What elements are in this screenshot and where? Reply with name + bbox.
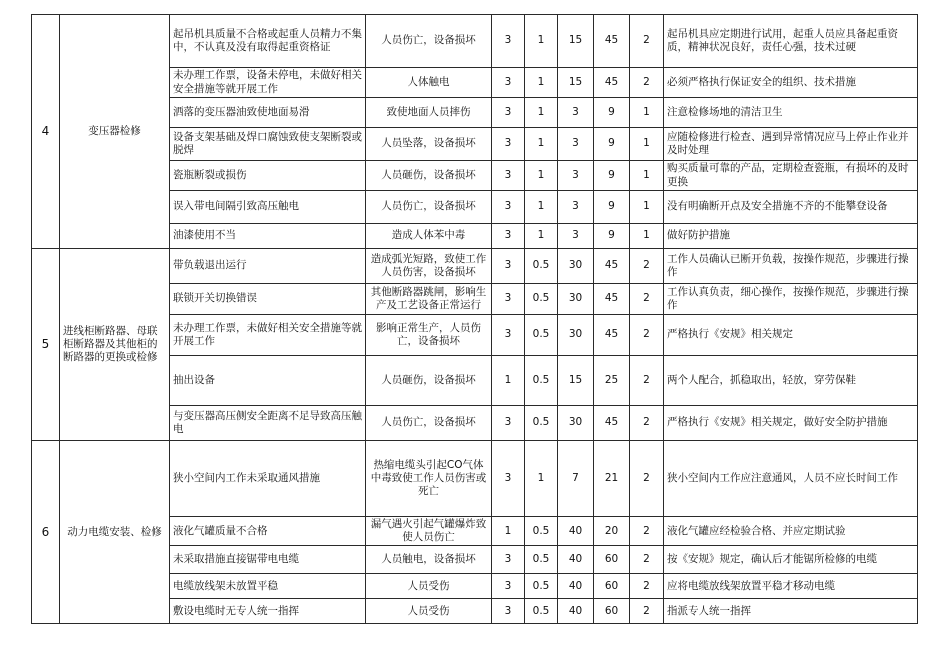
exposure-value: 0.5 xyxy=(525,284,558,315)
consequence-cell: 人员伤亡，设备损坏 xyxy=(366,15,492,68)
risk-level: 1 xyxy=(630,161,664,191)
control-measure-cell: 两个人配合，抓稳取出，轻放，穿劳保鞋 xyxy=(664,356,918,406)
consequence-cell: 造成人体苯中毒 xyxy=(366,224,492,249)
hazard-cell: 油漆使用不当 xyxy=(170,224,366,249)
table-body xyxy=(32,15,918,624)
consequence-score: 3 xyxy=(558,98,594,128)
likelihood-value: 3 xyxy=(492,224,525,249)
consequence-cell: 人员受伤 xyxy=(366,574,492,599)
control-measure-cell: 购买质量可靠的产品，定期检查瓷瓶，有损坏的及时更换 xyxy=(664,161,918,191)
control-measure-cell: 应随检修进行检查、遇到异常情况应马上停止作业并及时处理 xyxy=(664,128,918,161)
risk-score: 60 xyxy=(594,546,630,574)
hazard-cell: 设备支架基础及焊口腐蚀致使支架断裂或脱焊 xyxy=(170,128,366,161)
consequence-cell: 影响正常生产，人员伤亡，设备损坏 xyxy=(366,315,492,356)
consequence-score: 40 xyxy=(558,574,594,599)
consequence-cell: 人员砸伤，设备损坏 xyxy=(366,356,492,406)
exposure-value: 0.5 xyxy=(525,546,558,574)
risk-score: 45 xyxy=(594,15,630,68)
consequence-cell: 造成弧光短路，致使工作人员伤害，设备损坏 xyxy=(366,249,492,284)
work-project: 动力电缆安装、检修 xyxy=(60,441,170,624)
exposure-value: 1 xyxy=(525,128,558,161)
risk-score: 45 xyxy=(594,315,630,356)
control-measure-cell: 按《安规》规定，确认后才能锯所检修的电缆 xyxy=(664,546,918,574)
control-measure-cell: 做好防护措施 xyxy=(664,224,918,249)
likelihood-value: 3 xyxy=(492,98,525,128)
risk-level: 2 xyxy=(630,517,664,546)
hazard-cell: 带负载退出运行 xyxy=(170,249,366,284)
risk-score: 9 xyxy=(594,224,630,249)
item-number: 6 xyxy=(32,441,60,624)
risk-level: 1 xyxy=(630,128,664,161)
consequence-score: 30 xyxy=(558,249,594,284)
exposure-value: 0.5 xyxy=(525,406,558,441)
exposure-value: 1 xyxy=(525,191,558,224)
risk-score: 60 xyxy=(594,574,630,599)
hazard-cell: 起吊机具质量不合格或起重人员精力不集中，不认真及没有取得起重资格证 xyxy=(170,15,366,68)
hazard-cell: 误入带电间隔引致高压触电 xyxy=(170,191,366,224)
consequence-score: 15 xyxy=(558,356,594,406)
control-measure-cell: 应将电缆放线架放置平稳才移动电缆 xyxy=(664,574,918,599)
item-number: 5 xyxy=(32,249,60,441)
likelihood-value: 3 xyxy=(492,441,525,517)
risk-level: 1 xyxy=(630,98,664,128)
consequence-score: 30 xyxy=(558,406,594,441)
likelihood-value: 3 xyxy=(492,546,525,574)
consequence-score: 15 xyxy=(558,68,594,98)
item-number: 4 xyxy=(32,15,60,249)
control-measure-cell: 工作认真负责，细心操作，按操作规范，步骤进行操作 xyxy=(664,284,918,315)
consequence-cell: 其他断路器跳闸，影响生产及工艺设备正常运行 xyxy=(366,284,492,315)
consequence-score: 30 xyxy=(558,284,594,315)
exposure-value: 1 xyxy=(525,15,558,68)
consequence-score: 3 xyxy=(558,191,594,224)
risk-score: 9 xyxy=(594,98,630,128)
risk-score: 21 xyxy=(594,441,630,517)
consequence-cell: 热缩电缆头引起CO气体中毒致使工作人员伤害或死亡 xyxy=(366,441,492,517)
likelihood-value: 1 xyxy=(492,356,525,406)
risk-level: 2 xyxy=(630,441,664,517)
risk-score: 9 xyxy=(594,128,630,161)
consequence-score: 30 xyxy=(558,315,594,356)
control-measure-cell: 严格执行《安规》相关规定 xyxy=(664,315,918,356)
consequence-cell: 致使地面人员摔伤 xyxy=(366,98,492,128)
likelihood-value: 3 xyxy=(492,599,525,624)
risk-level: 2 xyxy=(630,574,664,599)
risk-score: 9 xyxy=(594,191,630,224)
risk-level: 2 xyxy=(630,68,664,98)
hazard-cell: 未采取措施直接锯带电电缆 xyxy=(170,546,366,574)
control-measure-cell: 指派专人统一指挥 xyxy=(664,599,918,624)
work-project: 变压器检修 xyxy=(60,15,170,249)
risk-level: 2 xyxy=(630,249,664,284)
risk-level: 2 xyxy=(630,356,664,406)
exposure-value: 0.5 xyxy=(525,315,558,356)
consequence-score: 40 xyxy=(558,546,594,574)
consequence-score: 40 xyxy=(558,599,594,624)
hazard-cell: 与变压器高压侧安全距离不足导致高压触电 xyxy=(170,406,366,441)
risk-level: 2 xyxy=(630,15,664,68)
control-measure-cell: 严格执行《安规》相关规定，做好安全防护措施 xyxy=(664,406,918,441)
control-measure-cell: 狭小空间内工作应注意通风，人员不应长时间工作 xyxy=(664,441,918,517)
risk-score: 20 xyxy=(594,517,630,546)
risk-score: 9 xyxy=(594,161,630,191)
consequence-cell: 人员坠落，设备损坏 xyxy=(366,128,492,161)
consequence-score: 7 xyxy=(558,441,594,517)
hazard-cell: 联锁开关切换错误 xyxy=(170,284,366,315)
consequence-cell: 人员触电，设备损坏 xyxy=(366,546,492,574)
likelihood-value: 3 xyxy=(492,249,525,284)
hazard-cell: 未办理工作票，设备未停电，未做好相关安全措施等就开展工作 xyxy=(170,68,366,98)
control-measure-cell: 注意检修场地的清洁卫生 xyxy=(664,98,918,128)
risk-level: 2 xyxy=(630,406,664,441)
likelihood-value: 3 xyxy=(492,406,525,441)
risk-score: 25 xyxy=(594,356,630,406)
risk-score: 60 xyxy=(594,599,630,624)
likelihood-value: 3 xyxy=(492,128,525,161)
exposure-value: 0.5 xyxy=(525,517,558,546)
table-row xyxy=(32,441,918,517)
likelihood-value: 3 xyxy=(492,68,525,98)
risk-level: 2 xyxy=(630,284,664,315)
hazard-cell: 液化气罐质量不合格 xyxy=(170,517,366,546)
control-measure-cell: 工作人员确认已断开负载，按操作规范，步骤进行操作 xyxy=(664,249,918,284)
table-row xyxy=(32,15,918,68)
risk-score: 45 xyxy=(594,284,630,315)
control-measure-cell: 必须严格执行保证安全的组织、技术措施 xyxy=(664,68,918,98)
likelihood-value: 3 xyxy=(492,315,525,356)
risk-score: 45 xyxy=(594,68,630,98)
exposure-value: 1 xyxy=(525,98,558,128)
consequence-cell: 人员受伤 xyxy=(366,599,492,624)
consequence-score: 3 xyxy=(558,128,594,161)
consequence-score: 40 xyxy=(558,517,594,546)
likelihood-value: 1 xyxy=(492,517,525,546)
hazard-cell: 洒落的变压器油致使地面易滑 xyxy=(170,98,366,128)
consequence-cell: 人员伤亡，设备损坏 xyxy=(366,406,492,441)
consequence-cell: 人员伤亡，设备损坏 xyxy=(366,191,492,224)
exposure-value: 1 xyxy=(525,161,558,191)
hazard-cell: 敷设电缆时无专人统一指挥 xyxy=(170,599,366,624)
hazard-cell: 未办理工作票，未做好相关安全措施等就开展工作 xyxy=(170,315,366,356)
hazard-cell: 瓷瓶断裂或损伤 xyxy=(170,161,366,191)
hazard-cell: 狭小空间内工作未采取通风措施 xyxy=(170,441,366,517)
exposure-value: 1 xyxy=(525,441,558,517)
exposure-value: 1 xyxy=(525,224,558,249)
consequence-cell: 人员砸伤，设备损坏 xyxy=(366,161,492,191)
likelihood-value: 3 xyxy=(492,191,525,224)
consequence-cell: 人体触电 xyxy=(366,68,492,98)
exposure-value: 1 xyxy=(525,68,558,98)
exposure-value: 0.5 xyxy=(525,356,558,406)
hazard-cell: 抽出设备 xyxy=(170,356,366,406)
control-measure-cell: 液化气罐应经检验合格、并应定期试验 xyxy=(664,517,918,546)
risk-level: 2 xyxy=(630,546,664,574)
risk-level: 1 xyxy=(630,224,664,249)
exposure-value: 0.5 xyxy=(525,574,558,599)
consequence-score: 3 xyxy=(558,161,594,191)
exposure-value: 0.5 xyxy=(525,249,558,284)
risk-score: 45 xyxy=(594,406,630,441)
control-measure-cell: 没有明确断开点及安全措施不齐的不能攀登设备 xyxy=(664,191,918,224)
consequence-score: 3 xyxy=(558,224,594,249)
likelihood-value: 3 xyxy=(492,15,525,68)
risk-assessment-table xyxy=(31,14,918,624)
likelihood-value: 3 xyxy=(492,284,525,315)
likelihood-value: 3 xyxy=(492,161,525,191)
risk-level: 2 xyxy=(630,599,664,624)
exposure-value: 0.5 xyxy=(525,599,558,624)
table-row xyxy=(32,249,918,284)
risk-level: 2 xyxy=(630,315,664,356)
hazard-cell: 电缆放线架未放置平稳 xyxy=(170,574,366,599)
risk-level: 1 xyxy=(630,191,664,224)
control-measure-cell: 起吊机具应定期进行试用，起重人员应具备起重资质，精神状况良好，责任心强，技术过硬 xyxy=(664,15,918,68)
likelihood-value: 3 xyxy=(492,574,525,599)
consequence-score: 15 xyxy=(558,15,594,68)
consequence-cell: 漏气遇火引起气罐爆炸致使人员伤亡 xyxy=(366,517,492,546)
risk-score: 45 xyxy=(594,249,630,284)
work-project: 进线柜断路器、母联柜断路器及其他柜的断路器的更换或检修 xyxy=(60,249,170,441)
